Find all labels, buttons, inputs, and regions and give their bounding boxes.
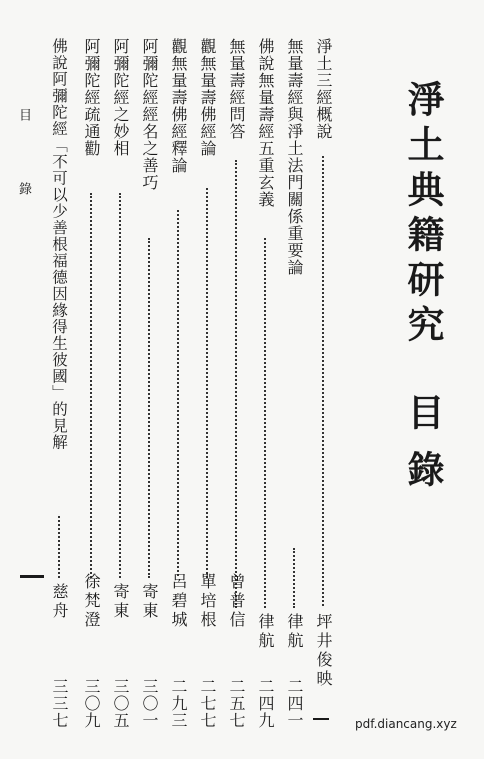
entry-author: 寄東 xyxy=(111,583,130,621)
toc-entry xyxy=(48,38,70,729)
leader-dots xyxy=(235,160,237,608)
entry-author: 慈舟 xyxy=(50,583,69,621)
toc-entry xyxy=(109,38,131,729)
entry-title: 阿彌陀經疏通勸 xyxy=(82,38,101,157)
toc-entry xyxy=(283,38,305,729)
toc-entry xyxy=(254,38,276,729)
entry-page: 二五七 xyxy=(227,678,246,729)
entry-page: 二七七 xyxy=(198,678,217,729)
entry-page: 三〇五 xyxy=(111,678,130,729)
entry-title: 阿彌陀經經名之善巧 xyxy=(140,38,159,191)
book-title: 淨土典籍研究 xyxy=(401,80,445,350)
watermark-text: pdf.diancang.xyz xyxy=(355,717,457,731)
entry-title: 無量壽經與淨土法門關係重要論 xyxy=(285,38,304,276)
entry-author: 呂碧城 xyxy=(169,573,188,630)
entry-page: 二四九 xyxy=(256,678,275,729)
side-page-number xyxy=(20,575,44,578)
page-subtitle: 目錄 xyxy=(401,393,445,507)
entry-author: 曾普信 xyxy=(227,573,246,630)
entry-title: 淨土三經概說 xyxy=(314,38,333,140)
entry-title: 觀無量壽佛經論 xyxy=(198,38,217,157)
toc-entry xyxy=(196,38,218,729)
entry-page: 三〇一 xyxy=(140,678,159,729)
entry-author: 律航 xyxy=(285,613,304,651)
leader-dots xyxy=(90,193,92,578)
toc-entry xyxy=(80,38,102,729)
entry-page: 三〇九 xyxy=(82,678,101,729)
entry-page: 三三七 xyxy=(50,678,69,729)
entry-author: 徐梵澄 xyxy=(82,573,101,630)
leader-dots xyxy=(206,188,208,578)
toc-entry xyxy=(312,38,334,720)
entry-author: 單培根 xyxy=(198,573,217,630)
leader-dots xyxy=(177,210,179,576)
toc-entry xyxy=(138,38,160,729)
entry-title: 無量壽經問答 xyxy=(227,38,246,140)
entry-title: 佛說無量壽經五重玄義 xyxy=(256,38,275,208)
leader-dots xyxy=(264,238,266,608)
entry-author: 坪井俊映 xyxy=(314,613,333,689)
entry-page: 二四一 xyxy=(285,678,304,729)
toc-entry xyxy=(167,38,189,729)
entry-author: 律航 xyxy=(256,613,275,651)
entry-title: 阿彌陀經之妙相 xyxy=(111,38,130,157)
side-header-mark-top: 目 xyxy=(16,108,31,121)
side-header-mark-bottom: 錄 xyxy=(16,182,31,195)
leader-dots xyxy=(293,548,295,608)
entry-page: 二九三 xyxy=(169,678,188,729)
leader-dots xyxy=(322,156,324,606)
entry-page-first xyxy=(313,718,329,720)
leader-dots xyxy=(119,193,121,578)
entry-title: 觀無量壽佛經釋論 xyxy=(169,38,188,174)
leader-dots xyxy=(148,238,150,578)
entry-title: 佛說阿彌陀經「不可以少善根福德因緣得生彼國」的見解 xyxy=(50,38,68,451)
toc-entry xyxy=(225,38,247,729)
leader-dots xyxy=(58,516,60,578)
entry-author: 寄東 xyxy=(140,583,159,621)
